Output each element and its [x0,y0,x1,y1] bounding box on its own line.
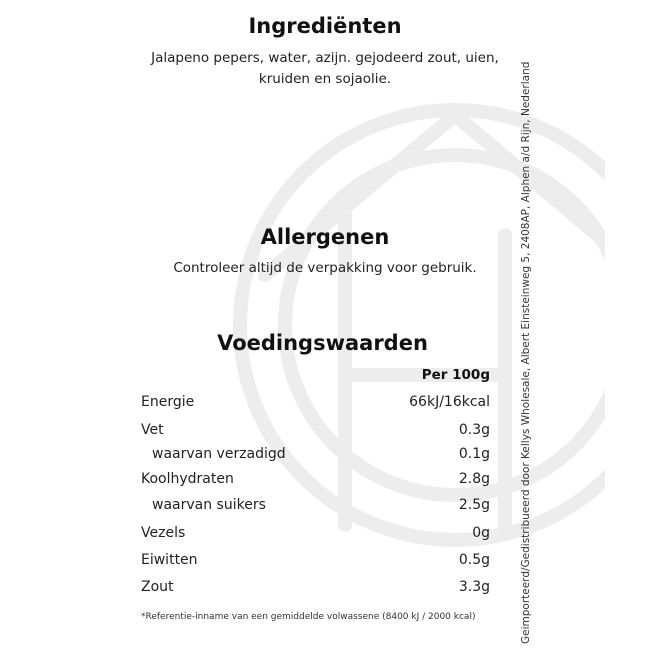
nutrition-value: 66kJ/16kcal [409,394,490,410]
nutrition-row-sugars [141,497,490,517]
reference-intake-footnote: *Referentie-inname van een gemiddelde volwassene (8400 kJ / 2000 kcal) [141,612,476,622]
ingredients-title: Ingrediënten [248,14,402,38]
nutrition-value: 0.1g [458,446,490,462]
nutrition-row-energy [141,394,490,414]
per-100g-header: Per 100g [421,367,490,383]
nutrition-row-salt [141,579,490,599]
nutrition-row-saturated [141,446,490,466]
allergens-text: Controleer altijd de verpakking voor gebruik. [173,260,477,276]
nutrition-value: 0.5g [458,552,490,568]
allergens-title: Allergenen [260,225,390,249]
nutrition-value: 3.3g [458,579,490,595]
nutrition-row-carbohydrates [141,471,490,491]
nutrition-value: 2.5g [458,497,490,513]
nutrition-row-fat [141,422,490,442]
nutrition-row-protein [141,552,490,572]
nutrition-label: Eiwitten [141,552,198,568]
distributor-address: Geimporteerd/Gedistribueerd door Kellys Wholesale, Albert Einsteinweg 5, 2408AP, Alphen a/d Rijn, Nederland [520,61,532,644]
nutrition-label: waarvan suikers [152,497,266,513]
nutrition-label: Koolhydraten [141,471,234,487]
nutrition-label: Vet [141,422,164,438]
nutrition-value: 0.3g [458,422,490,438]
nutrition-label: Vezels [141,525,186,541]
nutrition-value: 2.8g [458,471,490,487]
nutrition-label: Zout [141,579,174,595]
ingredients-text-line2: kruiden en sojaolie. [258,71,392,87]
nutrition-value: 0g [472,525,490,541]
nutrition-row-fibre [141,525,490,545]
nutrition-title: Voedingswaarden [217,331,428,355]
nutrition-label: Energie [141,394,195,410]
ingredients-text-line1: Jalapeno pepers, water, azijn. gejodeerd zout, uien, [151,50,499,66]
nutrition-label: waarvan verzadigd [152,446,286,462]
